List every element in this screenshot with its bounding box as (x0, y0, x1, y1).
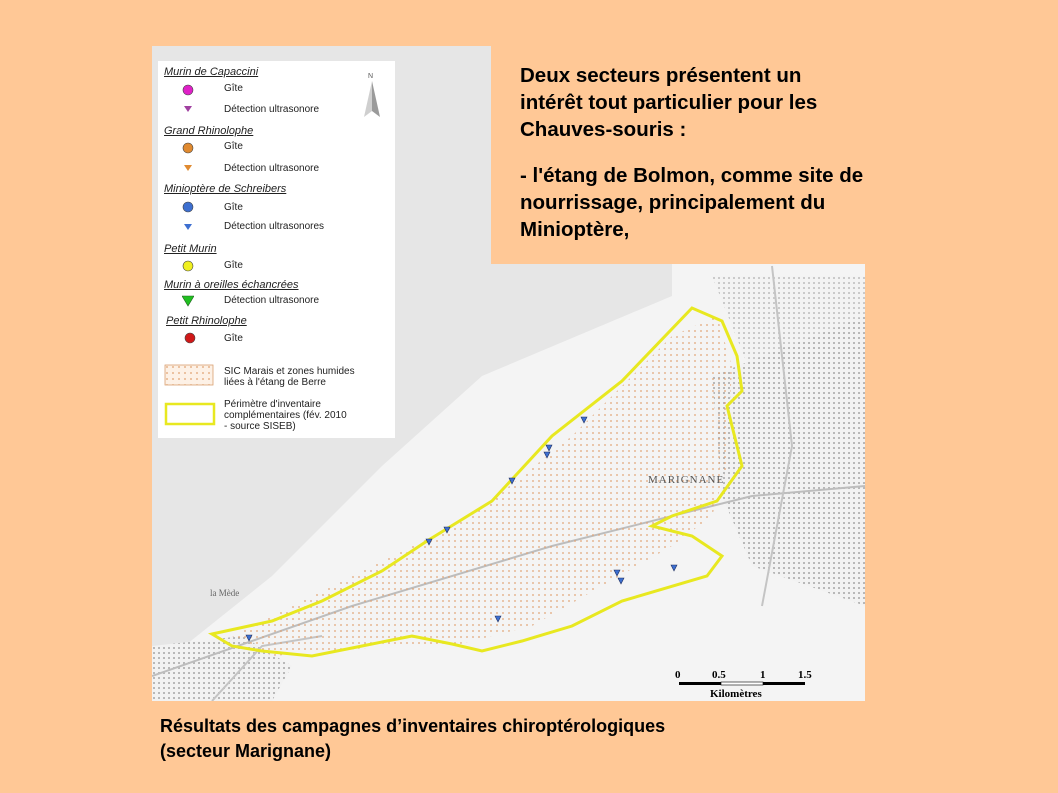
sic-swatch-icon (164, 364, 214, 386)
gite-icon (182, 84, 194, 96)
legend-sic-label: SIC Marais et zones humides liées à l'étang de Berre (224, 366, 355, 388)
gite-icon (182, 201, 194, 213)
headline-intro: Deux secteurs présentent un intérêt tout particulier pour les Chauves-souris : (520, 64, 818, 141)
headline-bolmon: - l'étang de Bolmon, comme site de nourrissage, principalement du Minioptère, (520, 164, 864, 241)
legend-item-label: Gîte (224, 260, 243, 271)
legend-item-label: Détection ultrasonore (224, 295, 320, 306)
gite-icon (182, 142, 194, 154)
scale-tick-1-5: 1.5 (798, 669, 812, 681)
north-label: N (368, 73, 374, 80)
legend-item-label: Gîte (224, 333, 243, 344)
scale-bar (679, 682, 805, 685)
legend-item-label: Détection ultrasonore (224, 163, 320, 174)
legend-species-title: Minioptère de Schreibers (164, 183, 287, 195)
scale-unit: Kilomètres (710, 688, 762, 700)
legend-species-title: Petit Murin (164, 243, 217, 255)
detection-icon (184, 105, 192, 113)
legend-item-label: Gîte (224, 141, 243, 152)
scale-tick-1: 1 (760, 669, 766, 681)
legend-species-title: Petit Rhinolophe (166, 315, 247, 327)
legend-species-title: Grand Rhinolophe (164, 125, 254, 137)
legend-species-title: Murin à oreilles échancrées (164, 279, 299, 291)
place-label-marignane: MARIGNANE (648, 474, 725, 486)
perimeter-swatch-icon (164, 402, 216, 426)
map-legend (158, 61, 395, 438)
legend-perimeter-label: Périmètre d'inventaire complémentaires (fév. 2010 - source SISEB) (224, 399, 347, 432)
scale-tick-0: 0 (675, 669, 681, 681)
legend-item-label: Détection ultrasonore (224, 104, 320, 115)
legend-item-label: Gîte (224, 83, 243, 94)
detection-icon (184, 164, 192, 172)
map-caption: Résultats des campagnes d’inventaires chiroptérologiques (secteur Marignane) (160, 716, 666, 761)
detection-icon (182, 295, 194, 307)
detection-icon (184, 223, 192, 231)
scale-tick-0-5: 0.5 (712, 669, 726, 681)
legend-item-label: Gîte (224, 202, 243, 213)
legend-item-label: Détection ultrasonores (224, 221, 325, 232)
legend-species-title: Murin de Capaccini (164, 66, 259, 78)
gite-icon (184, 332, 196, 344)
place-label-lamede: la Mède (210, 588, 240, 598)
gite-icon (182, 260, 194, 272)
